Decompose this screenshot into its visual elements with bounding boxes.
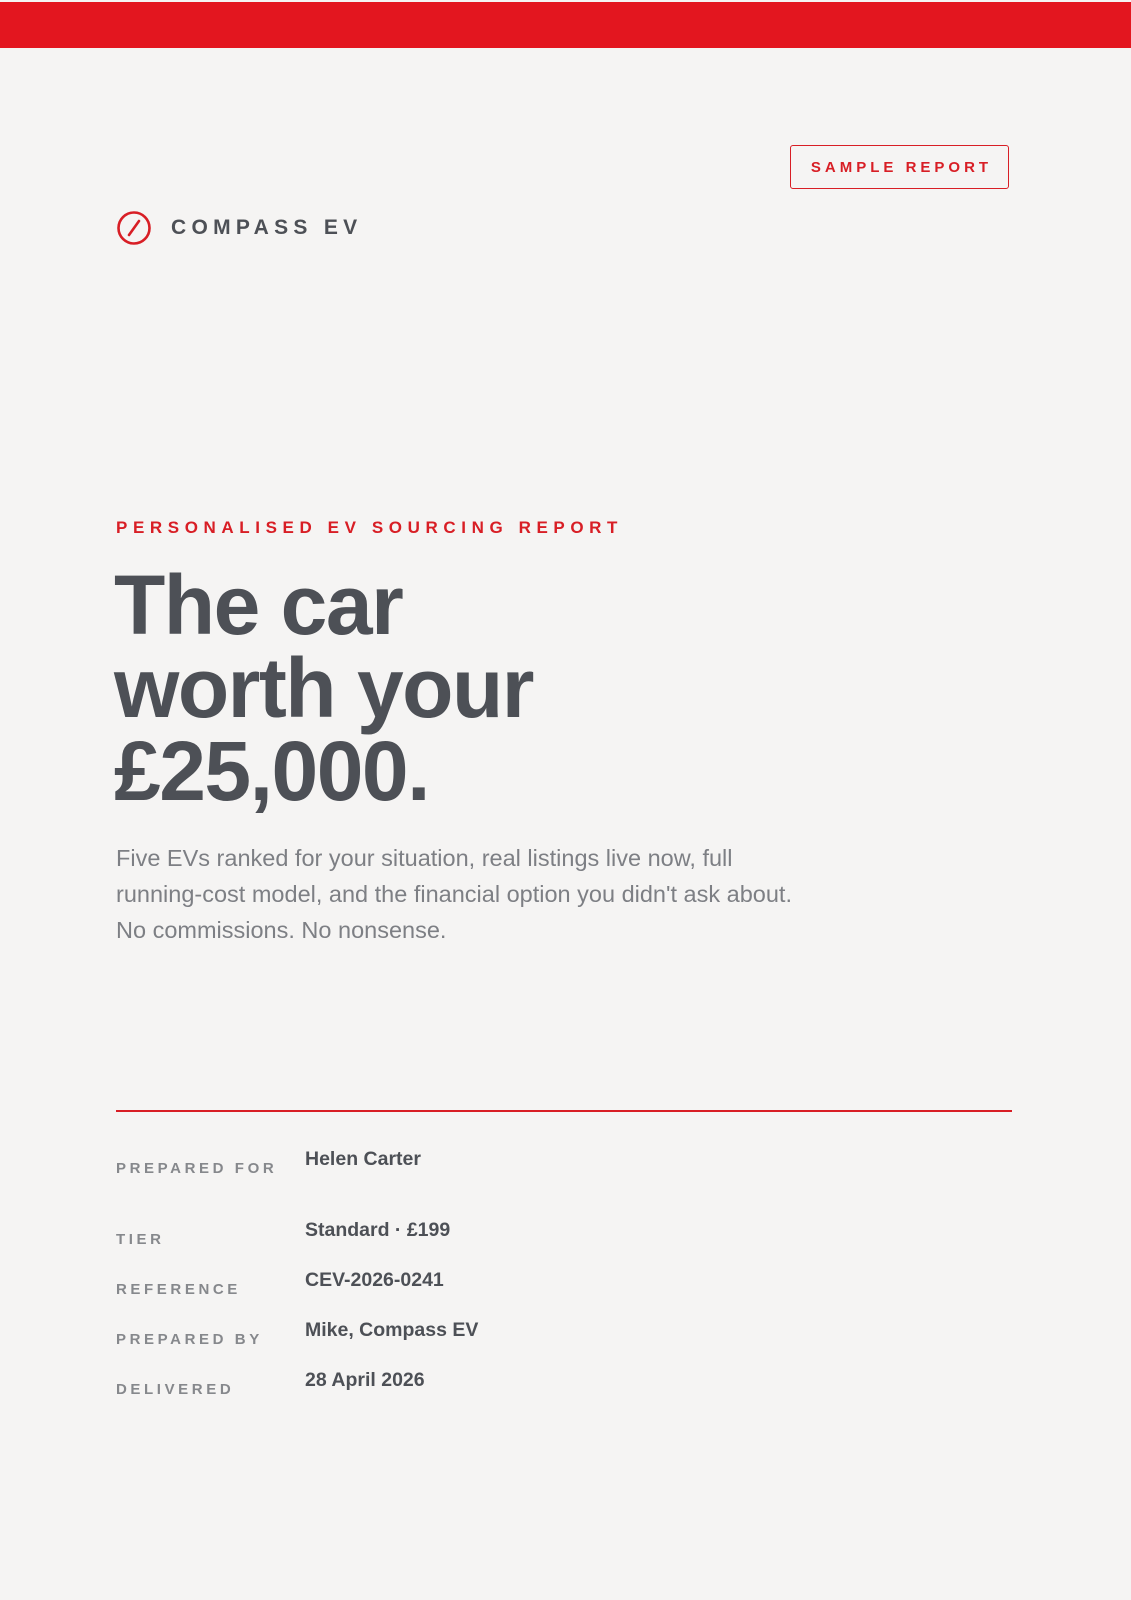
detail-value: 28 April 2026 [305, 1369, 425, 1391]
top-accent-bar [0, 2, 1131, 48]
report-intro: Five EVs ranked for your situation, real listings live now, full running-cost model, and the financial option you didn't ask about. No commissions. No nonsense. [116, 845, 792, 943]
detail-label: PREPARED FOR [116, 1160, 278, 1177]
sample-report-badge: SAMPLE REPORT [790, 145, 1009, 189]
detail-label: REFERENCE [116, 1281, 241, 1298]
detail-label: PREPARED BY [116, 1331, 263, 1348]
page-title [114, 558, 814, 818]
headline-line: The car [114, 558, 403, 652]
slashed-circle-icon [116, 210, 152, 246]
report-eyebrow: PERSONALISED EV SOURCING REPORT [116, 518, 624, 537]
headline-line: worth your [114, 641, 533, 735]
detail-label: DELIVERED [116, 1381, 235, 1398]
detail-value: Helen Carter [305, 1148, 421, 1170]
brand-name: COMPASS EV [171, 216, 363, 239]
section-divider [116, 1110, 1012, 1112]
detail-value: Mike, Compass EV [305, 1319, 479, 1341]
detail-value: CEV-2026-0241 [305, 1269, 444, 1291]
detail-label: TIER [116, 1231, 165, 1248]
brand-header [116, 210, 362, 246]
detail-value: Standard · £199 [305, 1219, 451, 1241]
headline-line: £25,000. [114, 724, 429, 818]
